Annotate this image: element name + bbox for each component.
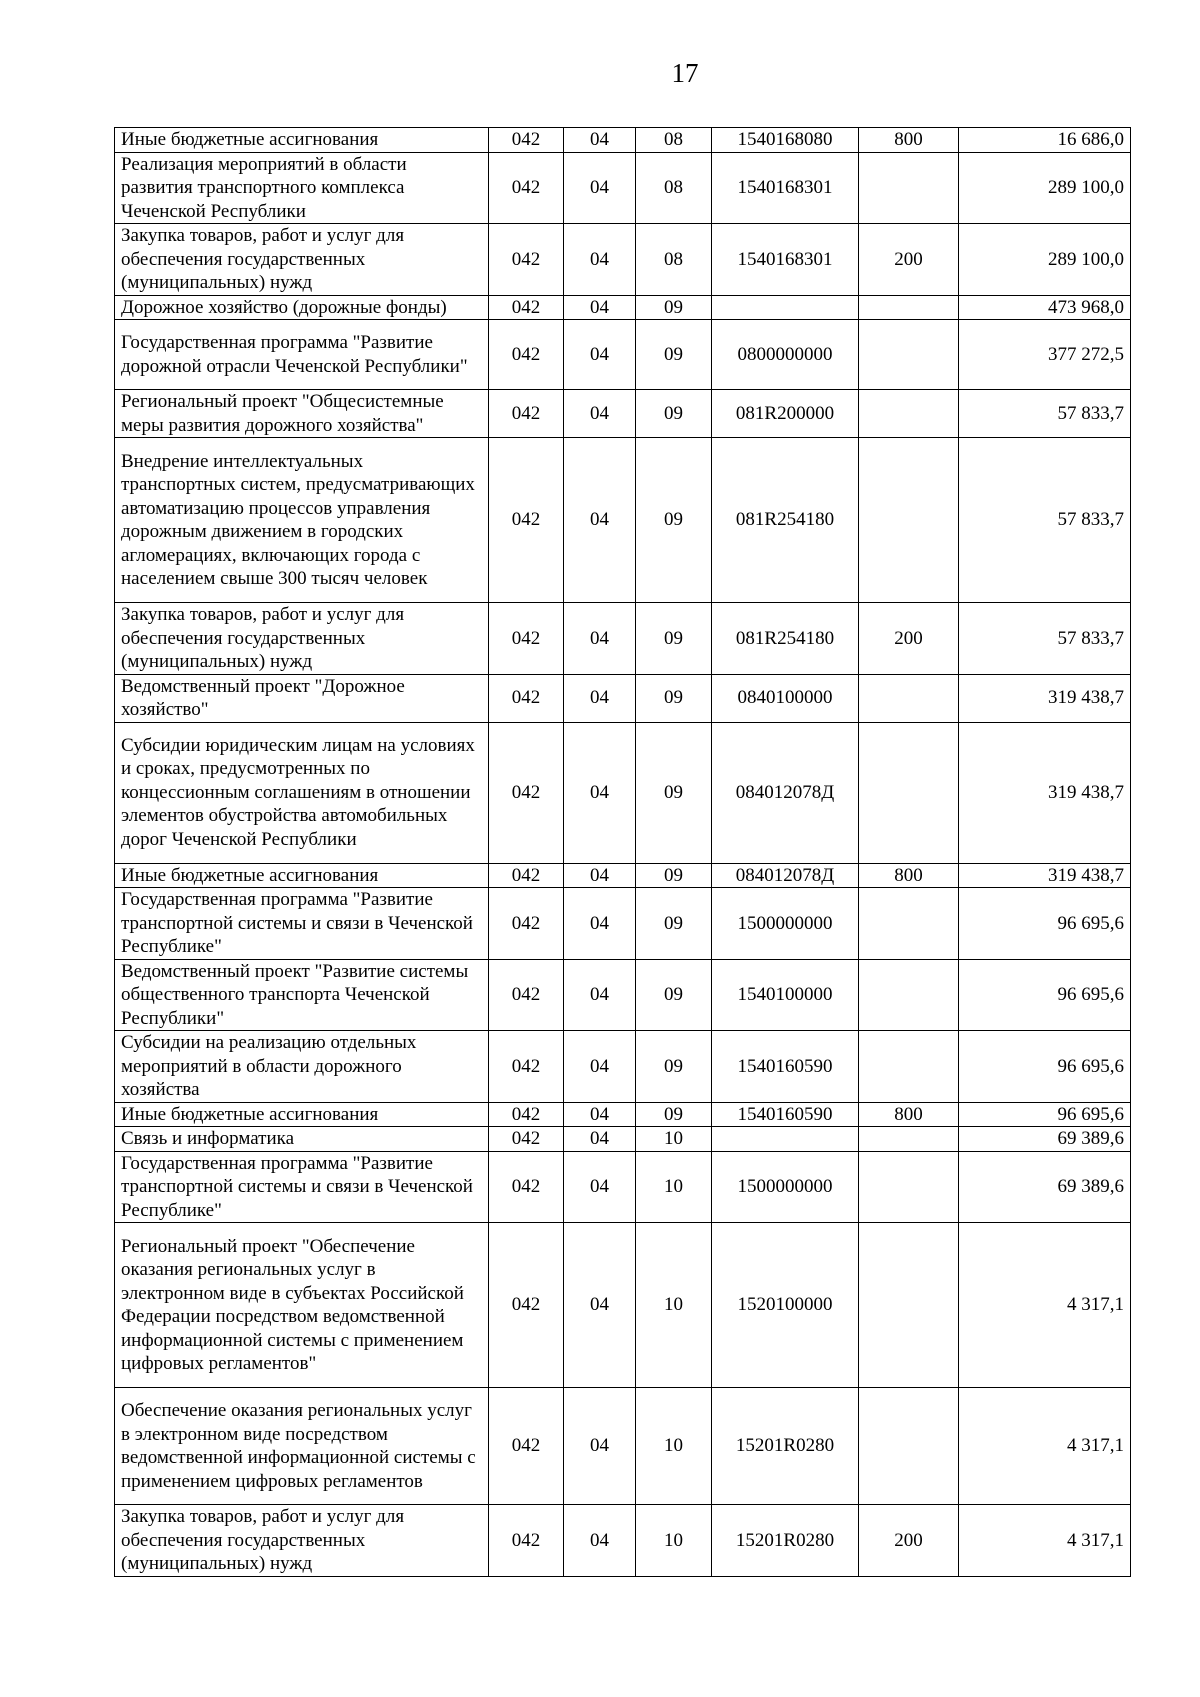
row-expense-type-code: 200 xyxy=(859,603,959,675)
row-amount: 4 317,1 xyxy=(959,1223,1131,1388)
row-expense-type-code xyxy=(859,1031,959,1103)
row-section-code: 04 xyxy=(564,224,636,296)
row-section-code: 04 xyxy=(564,959,636,1031)
row-section-code: 04 xyxy=(564,1102,636,1127)
row-gr-code: 042 xyxy=(489,128,564,153)
row-section-code: 04 xyxy=(564,320,636,390)
row-subsection-code: 09 xyxy=(636,438,712,603)
row-target-article-code: 1540160590 xyxy=(712,1031,859,1103)
row-section-code: 04 xyxy=(564,603,636,675)
row-target-article-code: 084012078Д xyxy=(712,863,859,888)
row-expense-type-code xyxy=(859,888,959,960)
page-number: 17 xyxy=(671,58,699,88)
row-amount: 69 389,6 xyxy=(959,1127,1131,1152)
row-name: Иные бюджетные ассигнования xyxy=(115,863,489,888)
row-name: Внедрение интеллектуальных транспортных систем, предусматривающих автоматизацию процессов управления дорожным движением в городских агломерациях, включающих города с населением свыше 300 тысяч человек xyxy=(115,438,489,603)
table-row xyxy=(115,863,1131,888)
row-expense-type-code xyxy=(859,722,959,863)
row-section-code: 04 xyxy=(564,722,636,863)
row-gr-code: 042 xyxy=(489,390,564,438)
row-expense-type-code xyxy=(859,1127,959,1152)
row-amount: 289 100,0 xyxy=(959,152,1131,224)
row-gr-code: 042 xyxy=(489,320,564,390)
row-amount: 69 389,6 xyxy=(959,1151,1131,1223)
row-amount: 96 695,6 xyxy=(959,1031,1131,1103)
row-expense-type-code xyxy=(859,959,959,1031)
row-target-article-code: 1500000000 xyxy=(712,1151,859,1223)
row-subsection-code: 09 xyxy=(636,295,712,320)
row-subsection-code: 10 xyxy=(636,1127,712,1152)
table-body xyxy=(115,128,1131,1577)
row-target-article-code: 081R254180 xyxy=(712,603,859,675)
table-row xyxy=(115,438,1131,603)
table-row xyxy=(115,1127,1131,1152)
row-target-article-code: 081R200000 xyxy=(712,390,859,438)
row-expense-type-code xyxy=(859,295,959,320)
row-section-code: 04 xyxy=(564,438,636,603)
row-gr-code: 042 xyxy=(489,1031,564,1103)
table-row xyxy=(115,1223,1131,1388)
row-name: Ведомственный проект "Развитие системы общественного транспорта Чеченской Республики" xyxy=(115,959,489,1031)
table-row xyxy=(115,224,1131,296)
row-gr-code: 042 xyxy=(489,224,564,296)
row-subsection-code: 08 xyxy=(636,224,712,296)
row-expense-type-code xyxy=(859,1388,959,1505)
row-name: Региональный проект "Общесистемные меры развития дорожного хозяйства" xyxy=(115,390,489,438)
row-amount: 473 968,0 xyxy=(959,295,1131,320)
row-name: Субсидии юридическим лицам на условиях и сроках, предусмотренных по концессионным соглашениям в отношении элементов обустройства автомобильных дорог Чеченской Республики xyxy=(115,722,489,863)
row-gr-code: 042 xyxy=(489,888,564,960)
table-row xyxy=(115,959,1131,1031)
row-gr-code: 042 xyxy=(489,1102,564,1127)
row-amount: 4 317,1 xyxy=(959,1505,1131,1577)
row-target-article-code: 084012078Д xyxy=(712,722,859,863)
table-row xyxy=(115,390,1131,438)
row-amount: 377 272,5 xyxy=(959,320,1131,390)
row-expense-type-code xyxy=(859,438,959,603)
row-subsection-code: 09 xyxy=(636,674,712,722)
row-amount: 57 833,7 xyxy=(959,603,1131,675)
table-row xyxy=(115,1505,1131,1577)
row-subsection-code: 09 xyxy=(636,1102,712,1127)
row-subsection-code: 10 xyxy=(636,1151,712,1223)
row-section-code: 04 xyxy=(564,888,636,960)
row-amount: 289 100,0 xyxy=(959,224,1131,296)
row-expense-type-code xyxy=(859,1223,959,1388)
row-name: Государственная программа "Развитие транспортной системы и связи в Чеченской Республике" xyxy=(115,1151,489,1223)
row-name: Региональный проект "Обеспечение оказания региональных услуг в электронном виде в субъектах Российской Федерации посредством ведомственной информационной системы с применением цифровых регламентов" xyxy=(115,1223,489,1388)
row-name: Закупка товаров, работ и услуг для обеспечения государственных (муниципальных) нужд xyxy=(115,603,489,675)
row-section-code: 04 xyxy=(564,1151,636,1223)
table-row xyxy=(115,603,1131,675)
row-gr-code: 042 xyxy=(489,722,564,863)
row-amount: 96 695,6 xyxy=(959,888,1131,960)
row-gr-code: 042 xyxy=(489,438,564,603)
row-amount: 16 686,0 xyxy=(959,128,1131,153)
row-name: Закупка товаров, работ и услуг для обеспечения государственных (муниципальных) нужд xyxy=(115,1505,489,1577)
row-expense-type-code xyxy=(859,152,959,224)
row-gr-code: 042 xyxy=(489,959,564,1031)
table-row xyxy=(115,888,1131,960)
row-gr-code: 042 xyxy=(489,1223,564,1388)
row-amount: 319 438,7 xyxy=(959,674,1131,722)
row-expense-type-code: 800 xyxy=(859,1102,959,1127)
row-subsection-code: 09 xyxy=(636,390,712,438)
row-target-article-code: 1540100000 xyxy=(712,959,859,1031)
row-expense-type-code: 200 xyxy=(859,224,959,296)
row-target-article-code: 1540160590 xyxy=(712,1102,859,1127)
row-subsection-code: 10 xyxy=(636,1223,712,1388)
row-section-code: 04 xyxy=(564,1505,636,1577)
row-amount: 57 833,7 xyxy=(959,438,1131,603)
row-target-article-code: 15201R0280 xyxy=(712,1505,859,1577)
row-section-code: 04 xyxy=(564,674,636,722)
row-section-code: 04 xyxy=(564,295,636,320)
row-subsection-code: 09 xyxy=(636,603,712,675)
row-expense-type-code xyxy=(859,320,959,390)
row-subsection-code: 08 xyxy=(636,128,712,153)
row-name: Связь и информатика xyxy=(115,1127,489,1152)
row-name: Государственная программа "Развитие транспортной системы и связи в Чеченской Республике" xyxy=(115,888,489,960)
row-section-code: 04 xyxy=(564,1127,636,1152)
row-name: Дорожное хозяйство (дорожные фонды) xyxy=(115,295,489,320)
table-row xyxy=(115,1031,1131,1103)
row-amount: 96 695,6 xyxy=(959,1102,1131,1127)
row-gr-code: 042 xyxy=(489,674,564,722)
table-row xyxy=(115,722,1131,863)
table-row xyxy=(115,674,1131,722)
table-row xyxy=(115,1151,1131,1223)
row-gr-code: 042 xyxy=(489,1388,564,1505)
row-gr-code: 042 xyxy=(489,152,564,224)
row-section-code: 04 xyxy=(564,863,636,888)
row-gr-code: 042 xyxy=(489,1505,564,1577)
row-amount: 319 438,7 xyxy=(959,722,1131,863)
table-row xyxy=(115,1388,1131,1505)
row-subsection-code: 08 xyxy=(636,152,712,224)
row-expense-type-code xyxy=(859,1151,959,1223)
row-expense-type-code xyxy=(859,390,959,438)
row-section-code: 04 xyxy=(564,1223,636,1388)
row-name: Ведомственный проект "Дорожное хозяйство" xyxy=(115,674,489,722)
row-name: Обеспечение оказания региональных услуг в электронном виде посредством ведомственной информационной системы с применением цифровых регламентов xyxy=(115,1388,489,1505)
row-amount: 57 833,7 xyxy=(959,390,1131,438)
row-amount: 319 438,7 xyxy=(959,863,1131,888)
row-amount: 96 695,6 xyxy=(959,959,1131,1031)
row-name: Субсидии на реализацию отдельных мероприятий в области дорожного хозяйства xyxy=(115,1031,489,1103)
row-subsection-code: 10 xyxy=(636,1505,712,1577)
row-subsection-code: 09 xyxy=(636,959,712,1031)
row-section-code: 04 xyxy=(564,390,636,438)
row-section-code: 04 xyxy=(564,128,636,153)
table-row xyxy=(115,320,1131,390)
row-subsection-code: 10 xyxy=(636,1388,712,1505)
row-expense-type-code: 800 xyxy=(859,128,959,153)
row-target-article-code xyxy=(712,295,859,320)
row-subsection-code: 09 xyxy=(636,888,712,960)
row-target-article-code: 081R254180 xyxy=(712,438,859,603)
row-section-code: 04 xyxy=(564,1031,636,1103)
row-target-article-code: 15201R0280 xyxy=(712,1388,859,1505)
row-amount: 4 317,1 xyxy=(959,1388,1131,1505)
table-row xyxy=(115,1102,1131,1127)
row-target-article-code: 1540168301 xyxy=(712,224,859,296)
table-row xyxy=(115,295,1131,320)
row-section-code: 04 xyxy=(564,1388,636,1505)
row-target-article-code: 1500000000 xyxy=(712,888,859,960)
row-name: Закупка товаров, работ и услуг для обеспечения государственных (муниципальных) нужд xyxy=(115,224,489,296)
row-target-article-code: 1540168080 xyxy=(712,128,859,153)
row-target-article-code xyxy=(712,1127,859,1152)
row-expense-type-code: 800 xyxy=(859,863,959,888)
row-gr-code: 042 xyxy=(489,1127,564,1152)
row-gr-code: 042 xyxy=(489,1151,564,1223)
row-target-article-code: 1540168301 xyxy=(712,152,859,224)
table-row xyxy=(115,128,1131,153)
row-subsection-code: 09 xyxy=(636,1031,712,1103)
row-subsection-code: 09 xyxy=(636,863,712,888)
row-expense-type-code xyxy=(859,674,959,722)
row-name: Реализация мероприятий в области развития транспортного комплекса Чеченской Республики xyxy=(115,152,489,224)
row-gr-code: 042 xyxy=(489,603,564,675)
row-section-code: 04 xyxy=(564,152,636,224)
table-row xyxy=(115,152,1131,224)
row-target-article-code: 0800000000 xyxy=(712,320,859,390)
row-gr-code: 042 xyxy=(489,295,564,320)
row-expense-type-code: 200 xyxy=(859,1505,959,1577)
row-gr-code: 042 xyxy=(489,863,564,888)
row-name: Иные бюджетные ассигнования xyxy=(115,1102,489,1127)
row-target-article-code: 0840100000 xyxy=(712,674,859,722)
row-subsection-code: 09 xyxy=(636,320,712,390)
row-subsection-code: 09 xyxy=(636,722,712,863)
row-target-article-code: 1520100000 xyxy=(712,1223,859,1388)
row-name: Государственная программа "Развитие дорожной отрасли Чеченской Республики" xyxy=(115,320,489,390)
row-name: Иные бюджетные ассигнования xyxy=(115,128,489,153)
budget-table xyxy=(114,127,1131,1577)
